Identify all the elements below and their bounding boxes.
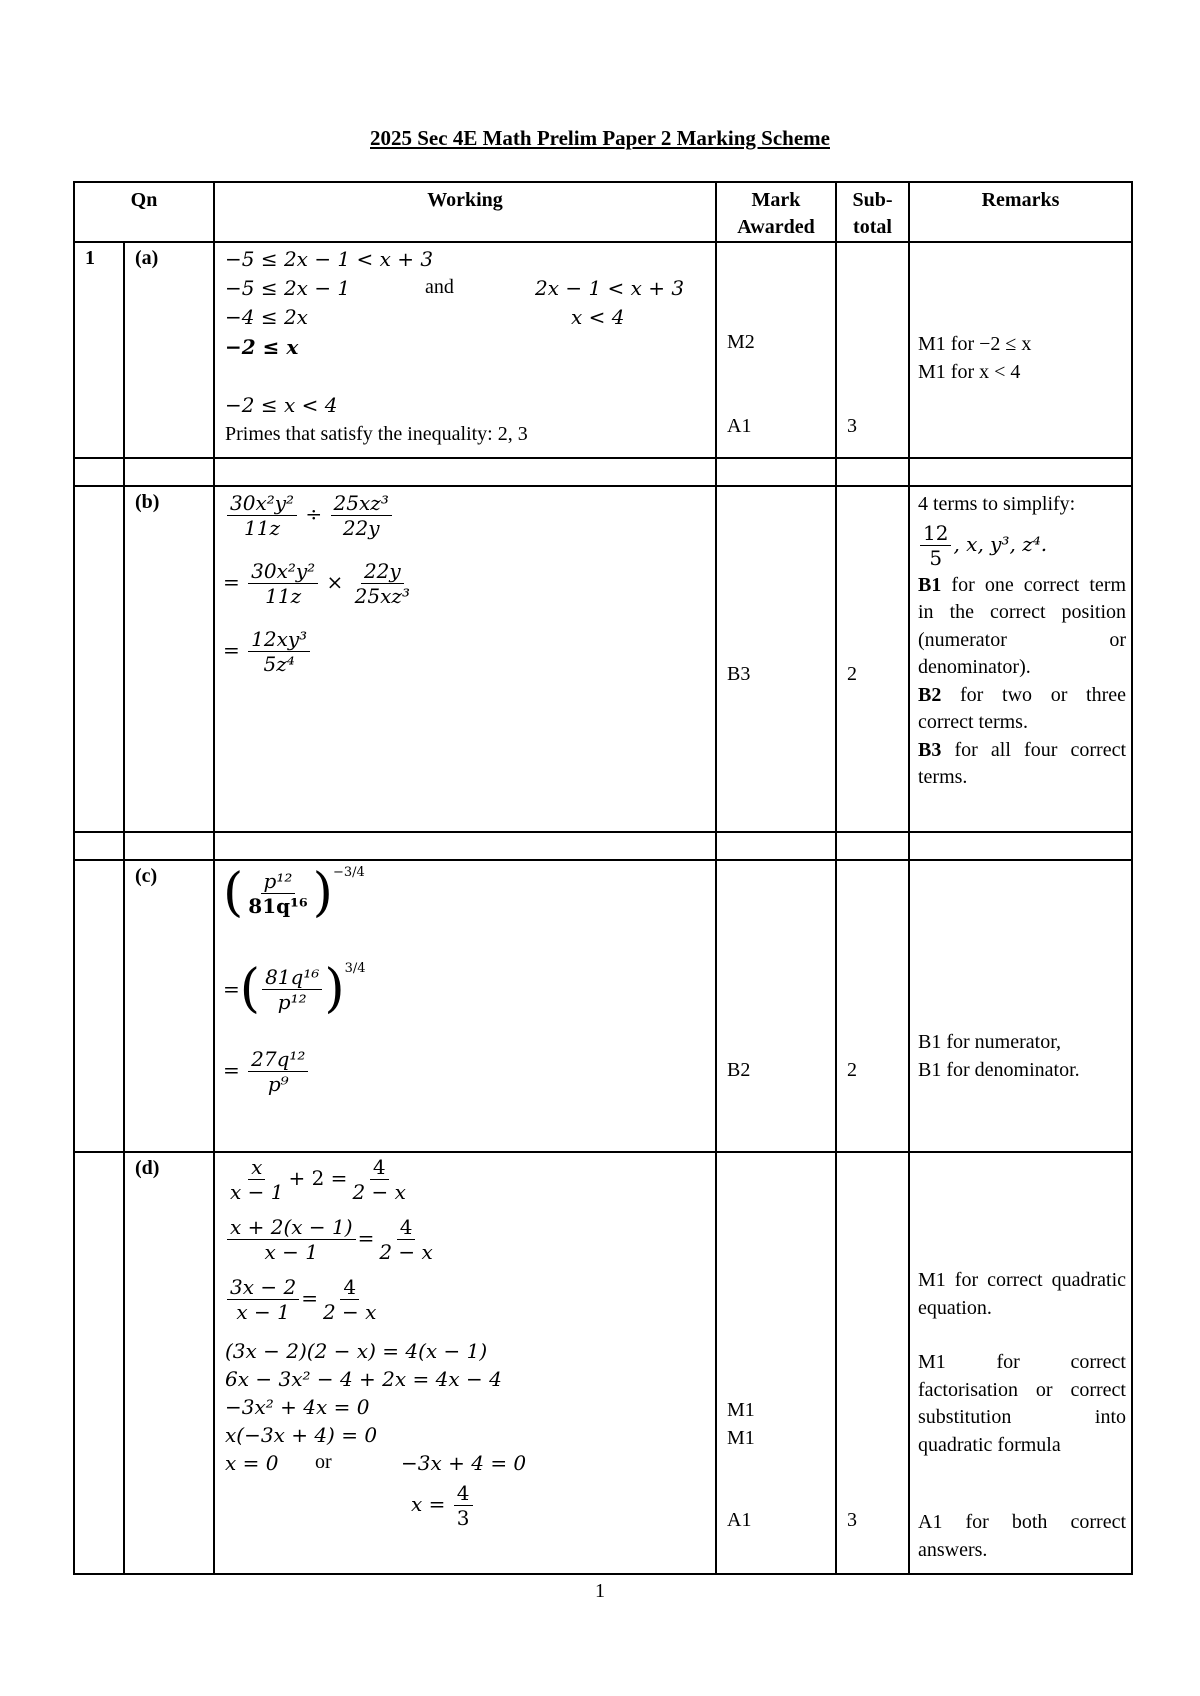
fraction-numerator: 12xy³ xyxy=(248,627,310,652)
left-parenthesis: ( xyxy=(223,863,244,923)
working-text: or xyxy=(315,1451,332,1473)
fraction-numerator: 30x²y² xyxy=(248,559,318,584)
part-label: (b) xyxy=(135,491,160,513)
fraction-denominator: 5z⁴ xyxy=(263,652,295,676)
fraction-denominator: 11z xyxy=(265,584,302,608)
remark-line: B1 for denominator. xyxy=(918,1059,1080,1081)
fraction-denominator: 11z xyxy=(244,516,281,540)
fraction-denominator: 2 − x xyxy=(379,1240,433,1264)
mark-value: M1 xyxy=(727,1427,755,1449)
working-line: −4 ≤ 2x xyxy=(225,305,308,329)
working-line: 2x − 1 < x + 3 xyxy=(535,276,685,300)
mark-value: A1 xyxy=(727,415,752,437)
header-mark: Mark Awarded xyxy=(716,182,836,242)
fraction-denominator: 3 xyxy=(456,1506,470,1530)
fraction-numerator: 25xz³ xyxy=(331,491,392,516)
equals-sign: = xyxy=(223,977,240,1001)
fraction-denominator: 2 − x xyxy=(322,1300,377,1324)
header-remarks: Remarks xyxy=(909,182,1132,242)
remark-line: 4 terms to simplify: xyxy=(918,493,1076,515)
right-parenthesis: ) xyxy=(312,863,333,923)
part-label: (a) xyxy=(135,247,159,269)
mark-code: B1 xyxy=(918,573,942,596)
operator: + 2 = xyxy=(288,1166,348,1190)
mark-value: B3 xyxy=(727,663,751,685)
fraction-numerator: 4 xyxy=(454,1481,473,1506)
mark-value: M1 xyxy=(727,1399,755,1421)
mark-code: B2 xyxy=(918,683,942,706)
remark-terms: , x, y³, z⁴. xyxy=(953,531,1048,556)
subtotal-value: 3 xyxy=(847,415,857,437)
subtotal-value: 2 xyxy=(847,663,857,685)
working-line: x = 0 xyxy=(225,1451,279,1475)
mark-code: B3 xyxy=(918,738,942,761)
row-q1c xyxy=(74,860,1132,1152)
page-title: 2025 Sec 4E Math Prelim Paper 2 Marking Scheme xyxy=(370,126,830,150)
working-line: (3x − 2)(2 − x) = 4(x − 1) xyxy=(225,1339,488,1363)
fraction-numerator: 4 xyxy=(370,1155,389,1180)
working-line: −5 ≤ 2x − 1 < x + 3 xyxy=(225,247,434,271)
fraction-numerator: 30x²y² xyxy=(227,491,297,516)
subtotal-value: 3 xyxy=(847,1509,857,1531)
working-line: −5 ≤ 2x − 1 xyxy=(225,276,351,300)
left-parenthesis: ( xyxy=(239,959,261,1019)
fraction-numerator: x xyxy=(248,1155,265,1180)
mark-value: M2 xyxy=(727,331,755,353)
fraction-denominator: x − 1 xyxy=(264,1240,319,1264)
spacer-row xyxy=(74,832,1132,860)
remark-line: M1 for x < 4 xyxy=(918,361,1021,383)
fraction-denominator: 2 − x xyxy=(352,1180,406,1204)
fraction-numerator: 81q¹⁶ xyxy=(262,965,322,990)
fraction-denominator: 5 xyxy=(929,545,943,570)
fraction-denominator: p¹² xyxy=(277,989,307,1014)
working-line: 6x − 3x² − 4 + 2x = 4x − 4 xyxy=(225,1367,502,1391)
right-parenthesis: ) xyxy=(324,959,345,1019)
fraction-numerator: 12 xyxy=(920,521,951,546)
remark-line: M1 for correct quadratic equation. xyxy=(918,1269,1126,1319)
header-qn: Qn xyxy=(74,182,214,242)
equals-sign: = xyxy=(301,1286,318,1310)
working-line: x(−3x + 4) = 0 xyxy=(225,1423,378,1447)
fraction-denominator: x − 1 xyxy=(236,1300,290,1324)
operator: ÷ xyxy=(305,502,323,526)
part-label: (c) xyxy=(135,865,158,887)
fraction-numerator: 27q¹² xyxy=(248,1047,308,1072)
remark-line: for one correct term in the correct position (numerator or denominator). xyxy=(918,573,1126,678)
header-working: Working xyxy=(214,182,716,242)
exponent: 3/4 xyxy=(344,961,366,976)
fraction-numerator: 4 xyxy=(397,1215,416,1240)
operator: × xyxy=(326,570,344,594)
working-line: −3x² + 4x = 0 xyxy=(225,1395,370,1419)
remark-line: for two or three correct terms. xyxy=(918,683,1126,733)
equals-sign: = xyxy=(223,1058,240,1082)
question-number: 1 xyxy=(85,247,95,269)
remark-line: M1 for −2 ≤ x xyxy=(918,333,1032,355)
fraction-denominator: p⁹ xyxy=(267,1072,289,1096)
fraction-denominator: 81q¹⁶ xyxy=(248,893,308,918)
fraction-numerator: p¹² xyxy=(261,869,296,894)
remark-line: B1 for numerator, xyxy=(918,1031,1062,1053)
remark-line: for all four correct terms. xyxy=(918,738,1126,788)
remark-line: A1 for both correct answers. xyxy=(918,1511,1126,1561)
subtotal-value: 2 xyxy=(847,1059,857,1081)
remark-line: M1 for correct factorisation or correct substitution into quadratic formula xyxy=(918,1351,1126,1456)
fraction-denominator: x − 1 xyxy=(230,1180,284,1204)
working-line: x = xyxy=(411,1492,446,1516)
working-line: −2 ≤ x xyxy=(225,335,299,359)
spacer-row xyxy=(74,458,1132,486)
exponent: −3/4 xyxy=(332,865,365,880)
fraction-numerator: x + 2(x − 1) xyxy=(227,1215,356,1240)
working-text: Primes that satisfy the inequality: 2, 3 xyxy=(225,423,528,445)
fraction-numerator: 4 xyxy=(340,1275,359,1300)
fraction-numerator: 22y xyxy=(361,559,404,584)
working-line: −3x + 4 = 0 xyxy=(401,1451,527,1475)
working-line: −2 ≤ x < 4 xyxy=(225,393,338,417)
mark-value: A1 xyxy=(727,1509,752,1531)
marking-scheme-table xyxy=(73,181,1133,1575)
equals-sign: = xyxy=(223,570,240,594)
fraction-denominator: 22y xyxy=(342,516,380,540)
page-number: 1 xyxy=(595,1580,605,1602)
row-q1a xyxy=(74,242,1132,458)
fraction-denominator: 25xz³ xyxy=(354,584,410,608)
row-q1d xyxy=(74,1152,1132,1574)
mark-value: B2 xyxy=(727,1059,751,1081)
header-row xyxy=(74,182,1132,242)
fraction-numerator: 3x − 2 xyxy=(227,1275,299,1300)
part-label: (d) xyxy=(135,1157,160,1179)
header-subtotal: Sub-total xyxy=(836,182,909,242)
working-text: and xyxy=(425,276,454,298)
equals-sign: = xyxy=(223,638,240,662)
working-line: x < 4 xyxy=(571,305,625,329)
row-q1b xyxy=(74,486,1132,832)
equals-sign: = xyxy=(357,1226,375,1250)
